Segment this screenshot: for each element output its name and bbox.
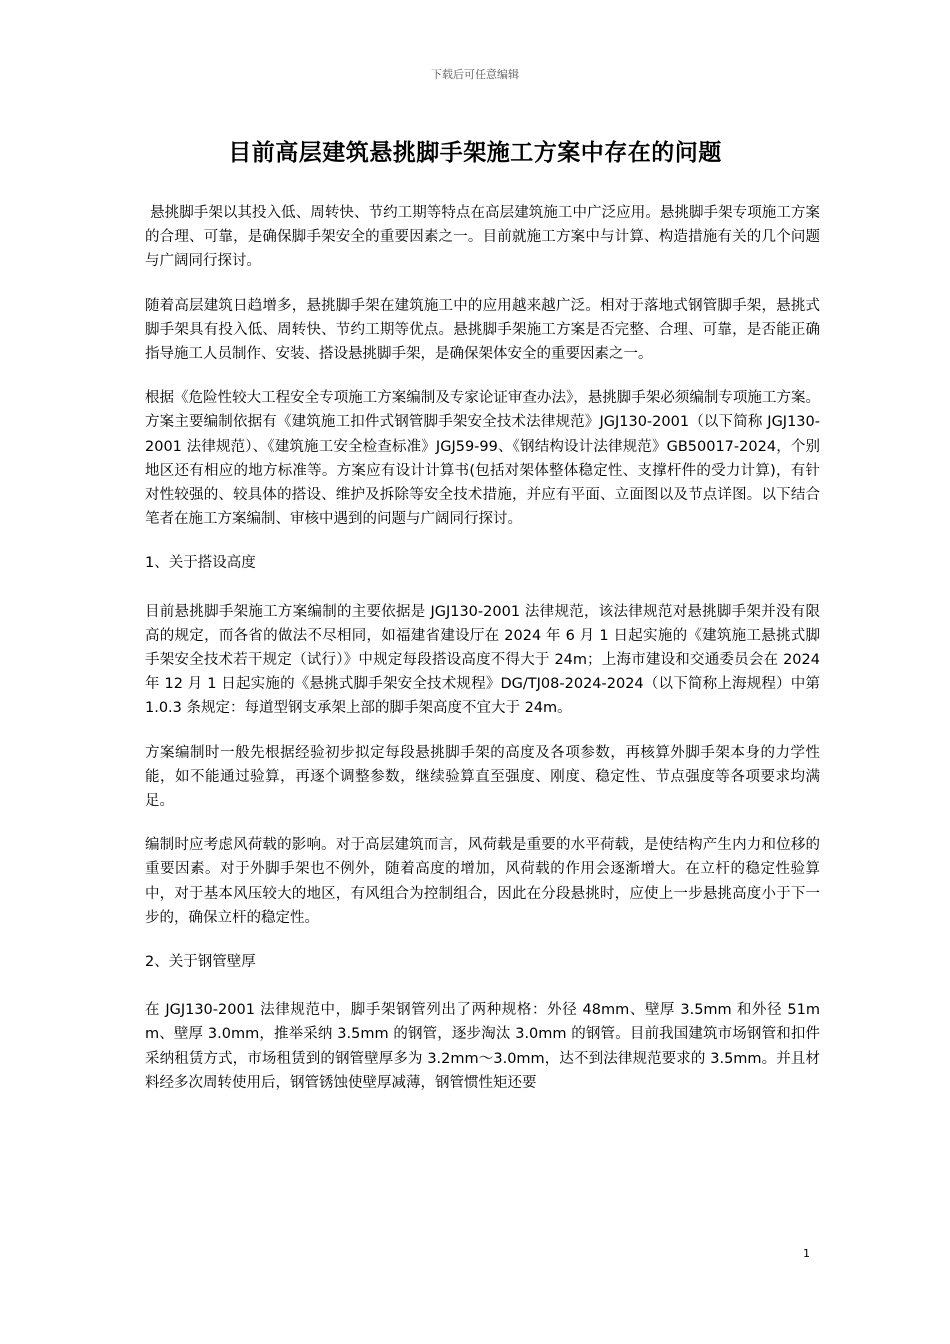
paragraph-wind-load: 编制时应考虑风荷载的影响。对于高层建筑而言，风荷载是重要的水平荷载，是使结构产生内力和位移的重要因素。对于外脚手架也不例外，随着高度的增加，风荷载的作用会逐渐增大。在立杆的稳定性验算中，对于基本风压较大的地区，有风组合为控制组合，因此在分段悬挑时，应使上一步悬挑高度小于下一步的，确保立杆的稳定性。 [145, 837, 820, 926]
paragraph-background: 随着高层建筑日趋增多，悬挑脚手架在建筑施工中的应用越来越广泛。相对于落地式钢管脚手架，悬挑式脚手架具有投入低、周转快、节约工期等优点。悬挑脚手架施工方案是否完整、合理、可靠，是否能正确指导施工人员制作、安装、搭设悬挑脚手架，是确保架体安全的重要因素之一。 [145, 297, 820, 363]
section-heading-height: 1、关于搭设高度 [145, 555, 256, 572]
page-header: 下载后可任意编辑 [431, 68, 519, 81]
document-body [145, 201, 820, 1115]
paragraph-regulations: 根据《危险性较大工程安全专项施工方案编制及专家论证审查办法》，悬挑脚手架必须编制专项施工方案。方案主要编制依据有《建筑施工扣件式钢管脚手架安全技术法律规范》JGJ130-2001（以下简称 JGJ130-2001 法律规范）、《建筑施工安全检查标准》JGJ59-99、《钢结构设计法律规范》GB50017-2024，个别地区还有相应的地方标准等。方案应有设计计算书(包括对架体整体稳定性、支撑杆件的受力计算)，有针对性较强的、较具体的搭设、维护及拆除等安全技术措施，并应有平面、立面图以及节点详图。以下结合笔者在施工方案编制、审核中遇到的问题与广阔同行探讨。 [145, 390, 820, 528]
section-heading-wall-thickness: 2、关于钢管壁厚 [145, 954, 256, 971]
page-number: 1 [803, 1247, 810, 1260]
paragraph-intro: 悬挑脚手架以其投入低、周转快、节约工期等特点在高层建筑施工中广泛应用。悬挑脚手架专项施工方案的合理、可靠，是确保脚手架安全的重要因素之一。目前就施工方案中与计算、构造措施有关的几个问题与广阔同行探讨。 [145, 205, 820, 270]
paragraph-steel-pipe: 在 JGJ130-2001 法律规范中，脚手架钢管列出了两种规格：外径 48mm、壁厚 3.5mm 和外径 51mm、壁厚 3.0mm，推举采纳 3.5mm 的钢管，逐步淘汰 3.0mm 的钢管。目前我国建筑市场钢管和扣件采纳租赁方式，市场租赁到的钢管壁厚多为 3.2mm～3.0mm，达不到法律规范要求的 3.5mm。并且材料经多次周转使用后，钢管锈蚀使壁厚减薄，钢管惯性矩还要 [145, 1002, 820, 1091]
paragraph-height-rules: 目前悬挑脚手架施工方案编制的主要依据是 JGJ130-2001 法律规范，该法律规范对悬挑脚手架并没有限高的规定，而各省的做法不尽相同，如福建省建设厅在 2024 年 6 月 1 日起实施的《建筑施工悬挑式脚手架安全技术若干规定（试行）》中规定每段搭设高度不得大于 24m；上海市建设和交通委员会在 2024 年 12 月 1 日起实施的《悬挑式脚手架安全技术规程》DG/TJ08-2024-2024（以下简称上海规程）中第 1.0.3 条规定：每道型钢支承架上部的脚手架高度不宜大于 24m。 [145, 603, 820, 717]
paragraph-design-process: 方案编制时一般先根据经验初步拟定每段悬挑脚手架的高度及各项参数，再核算外脚手架本身的力学性能，如不能通过验算，再逐个调整参数，继续验算直至强度、刚度、稳定性、节点强度等各项要求均满足。 [145, 744, 820, 810]
document-title: 目前高层建筑悬挑脚手架施工方案中存在的问题 [228, 139, 722, 166]
